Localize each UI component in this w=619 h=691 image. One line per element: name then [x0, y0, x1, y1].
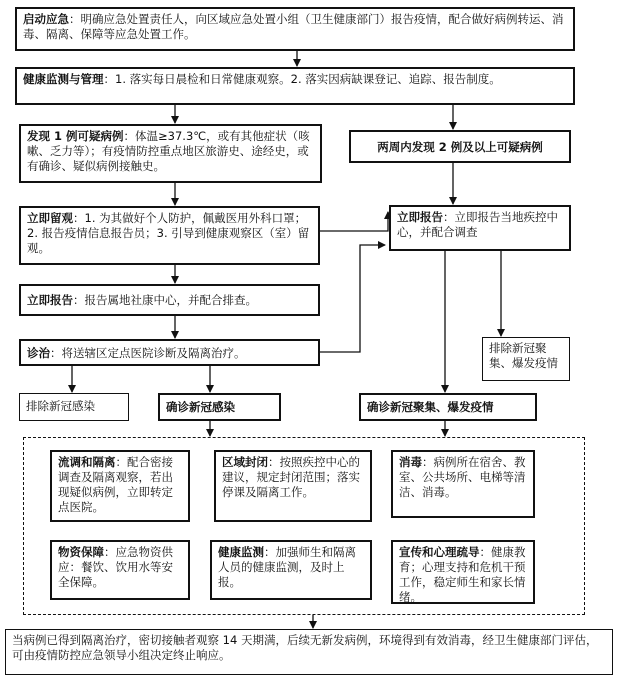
start-text: ：明确应急处置责任人，向区域应急处置小组（卫生健康部门）报告疫情，配合做好病例转运、消毒、隔离、保障等应急处置工作。: [23, 12, 564, 41]
measure-disinfect-title: 消毒: [399, 455, 422, 469]
end-box: [5, 629, 613, 675]
measure-health-box: [210, 540, 372, 600]
observe-title: 立即留观: [27, 211, 73, 225]
measure-psych-box: [391, 540, 535, 604]
measure-psych-text: ：健康教育；心理支持和危机干预工作，稳定师生和家长情绪。: [399, 545, 526, 604]
measure-disinfect-box: [391, 450, 535, 518]
monitor-text: ：1. 落实每日晨检和日常健康观察。2. 落实因病缺课登记、追踪、报告制度。: [103, 72, 501, 86]
report-community-text: ：报告属地社康中心，并配合排查。: [73, 293, 257, 307]
start-title: 启动应急: [23, 12, 69, 26]
measure-supply-text: ：应急物资供应：餐饮、饮用水等安全保障。: [58, 545, 173, 589]
confirm-infection-box: [158, 393, 281, 421]
measure-psych-title: 宣传和心理疏导: [399, 545, 480, 559]
report-cdc-text: ：立即报告当地疾控中心，并配合调查: [397, 210, 558, 239]
monitor-box: [15, 67, 575, 105]
report-community-box: [19, 284, 320, 316]
measure-area-text: ：按照疾控中心的建议，规定封闭范围；落实停课及隔离工作。: [222, 455, 360, 499]
measure-health-text: ：加强师生和隔离人员的健康监测，及时上报。: [218, 545, 356, 589]
measure-health-title: 健康监测: [218, 545, 264, 559]
report-cdc-box: [389, 205, 571, 251]
exclude-infection-text: 排除新冠感染: [26, 399, 95, 413]
diagnose-title: 诊治: [27, 346, 50, 360]
measure-disinfect-text: ：病例所在宿舍、教室、公共场所、电梯等清洁、消毒。: [399, 455, 526, 499]
measure-trace-box: [50, 450, 190, 522]
confirm-cluster-box: [359, 393, 537, 421]
suspect-two-title: 两周内发现 2 例及以上可疑病例: [377, 140, 543, 154]
exclude-infection-box: [19, 393, 129, 421]
suspect-one-box: [19, 124, 322, 183]
suspect-one-title: 发现 1 例可疑病例: [27, 129, 124, 143]
confirm-cluster-text: 确诊新冠聚集、爆发疫情: [367, 400, 494, 414]
measure-supply-box: [50, 540, 190, 600]
exclude-cluster-text: 排除新冠聚集、爆发疫情: [489, 341, 558, 370]
observe-text: ：1. 为其做好个人防护，佩戴医用外科口罩；2. 报告疫情信息报告员；3. 引导到健康观察区（室）留观。: [27, 211, 310, 255]
end-text: 当病例已得到隔离治疗，密切接触者观察 14 天期满，后续无新发病例，环境得到有效消毒，经卫生健康部门评估，可由疫情防控应急领导小组决定终止响应。: [12, 633, 598, 662]
diagnose-box: [19, 339, 320, 366]
exclude-cluster-box: [482, 337, 570, 381]
report-community-title: 立即报告: [27, 293, 73, 307]
measure-supply-title: 物资保障: [58, 545, 104, 559]
measure-area-title: 区域封闭: [222, 455, 268, 469]
start-box: [15, 7, 575, 51]
monitor-title: 健康监测与管理: [23, 72, 104, 86]
measure-area-box: [214, 450, 372, 522]
diagnose-text: ：将送辖区定点医院诊断及隔离治疗。: [50, 346, 246, 360]
measure-trace-title: 流调和隔离: [58, 455, 116, 469]
suspect-one-text: ：体温≥37.3℃，或有其他症状（咳嗽、乏力等）；有疫情防控重点地区旅游史、途经史，或有确诊、疑似病例接触史。: [27, 129, 310, 173]
confirm-infection-text: 确诊新冠感染: [166, 400, 235, 414]
suspect-two-box: [349, 130, 571, 163]
measure-trace-text: ：配合密接调查及隔离观察，若出现疑似病例，立即转定点医院。: [58, 455, 173, 514]
observe-box: [19, 206, 320, 265]
report-cdc-title: 立即报告: [397, 210, 443, 224]
